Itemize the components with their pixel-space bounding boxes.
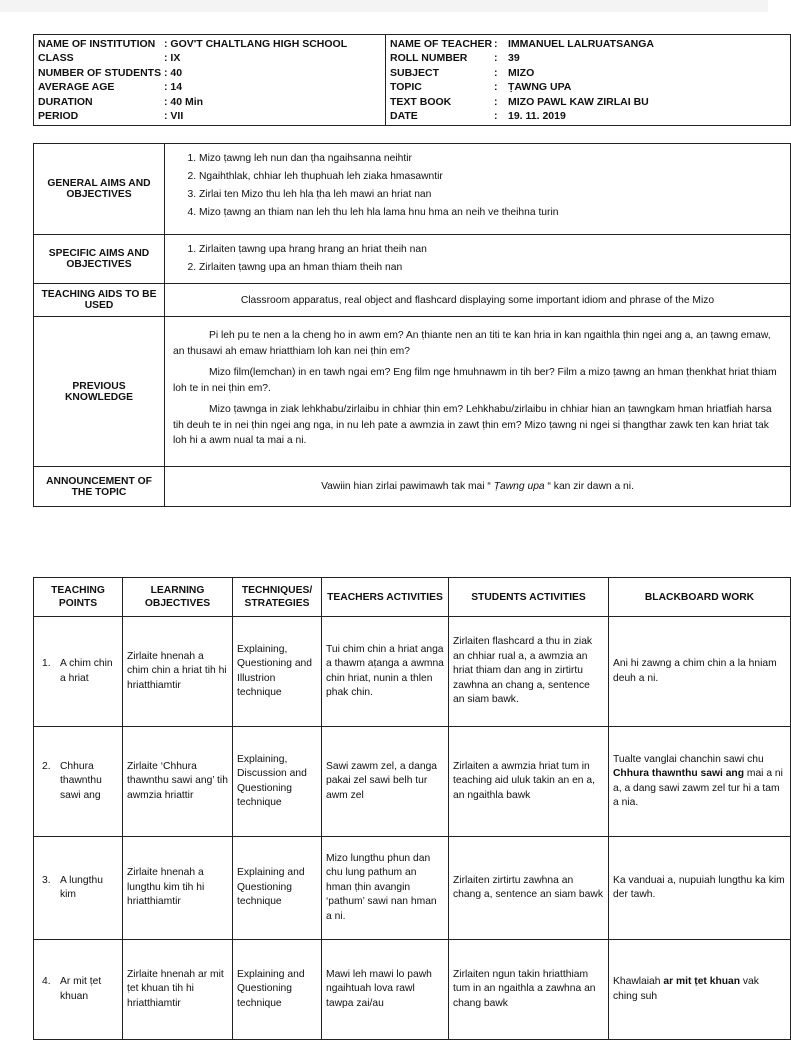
info-label: AVERAGE AGE — [38, 81, 115, 94]
specific-aim-item: 2. Zirlaiten ṭawng upa an hman thiam theih nan — [199, 260, 782, 275]
blackboard-cell — [609, 940, 791, 1040]
row-number: 2. — [42, 760, 51, 772]
objective-cell: Zirlaite hnenah a lungthu kim tih hi hriatthiamtir — [123, 837, 233, 940]
general-aims-list — [165, 144, 791, 235]
blackboard-cell — [609, 727, 791, 837]
blackboard-bold: Chhura thawnthu sawi ang — [613, 768, 745, 779]
row-number: 1. — [42, 658, 51, 669]
info-right-cell — [386, 35, 791, 126]
table-row — [34, 617, 791, 727]
teacher-activity-cell: Mizo lungthu phun dan chu lung pathum an hman ṭhin avangin ‘pathum’ sawi nan hman a ni. — [322, 837, 449, 940]
previous-knowledge-para: Mizo film(lemchan) in en tawh ngai em? Eng film nge hmuhnawm in tih ber? Film a mizo ṭawng an hman ṭhenkhat hriat thiam loh te in nei ṭhin em?. — [173, 367, 777, 394]
teaching-point-cell — [34, 617, 123, 727]
info-row — [38, 66, 381, 80]
info-value: MIZO — [508, 66, 535, 79]
page-top-strip — [0, 0, 768, 12]
blackboard-text: Tualte vanglai chanchin sawi chu — [613, 753, 764, 765]
col-header: TECHNIQUES/ STRATEGIES — [233, 578, 322, 617]
info-label: CLASS — [38, 52, 74, 65]
student-activity-cell: Zirlaiten a awmzia hriat tum in teaching aid uluk takin an en a, an ngaithla bawk — [449, 727, 609, 837]
info-label: SUBJECT — [390, 66, 440, 79]
previous-knowledge-para: Mizo ṭawnga in ziak lehkhabu/zirlaibu in chhiar ṭhin em? Lehkhabu/zirlaibu in chhiar hian an ṭawngkam hman hriatfiah harsa tih deuh te in nei ṭhin ngei ang nga, in nu leh pate a awmzia in zawt ṭhin em? Mizo ṭawng ni ngei si ṭhangthar zawk ten kan hriat tak loh hi a awm nual ta mai a ni. — [173, 404, 772, 446]
info-label: PERIOD — [38, 110, 79, 123]
info-label: NUMBER OF STUDENTS — [38, 66, 162, 79]
info-value: 19. 11. 2019 — [508, 110, 566, 123]
info-row — [38, 95, 381, 109]
info-row: SUBJECT : MIZO — [390, 66, 535, 79]
table-row — [34, 940, 791, 1040]
technique-cell: Explaining and Questioning technique — [233, 837, 322, 940]
info-label: DATE — [390, 110, 418, 123]
info-label: ROLL NUMBER — [390, 52, 468, 65]
student-activity-cell: Zirlaiten flashcard a thu in ziak an chhiar rual a, a awmzia an hriat thiam dan ang in zirtirtu zawhna an chang a, sentence an siam bawk. — [449, 617, 609, 727]
teaching-point-cell — [34, 837, 123, 940]
info-value: MIZO PAWL KAW ZIRLAI BU — [508, 95, 649, 108]
teaching-point-cell — [34, 727, 123, 837]
col-header: LEARNING OBJECTIVES — [123, 578, 233, 617]
blackboard-text: vak ching suh — [613, 976, 759, 1002]
objective-cell: Zirlaite ‘Chhura thawnthu sawi ang’ tih awmzia hriattir — [123, 727, 233, 837]
teaching-point: Ar mit ṭet khuan — [60, 976, 102, 1002]
previous-knowledge-text — [165, 317, 791, 467]
col-header: BLACKBOARD WORK — [609, 578, 791, 617]
info-value: : 14 — [164, 81, 183, 94]
announcement-label: ANNOUNCEMENT OF THE TOPIC — [34, 467, 165, 507]
student-activity-cell: Zirlaiten ngun takin hriatthiam tum in an ngaithla a zawhna an chang bawk — [449, 940, 609, 1040]
info-value: IMMANUEL LALRUATSANGA — [508, 38, 655, 50]
col-header: STUDENTS ACTIVITIES — [449, 578, 609, 617]
blackboard-text: Ani hi zawng a chim chin a la hniam deuh a ni. — [613, 658, 777, 684]
lesson-table — [33, 577, 791, 1040]
teaching-point: A chim chin a hriat — [60, 658, 113, 684]
general-aims-label: GENERAL AIMS AND OBJECTIVES — [34, 144, 165, 235]
info-value: ṬAWNG UPA — [508, 81, 572, 94]
info-value: : VII — [164, 110, 184, 123]
aims-table — [33, 143, 791, 507]
teacher-activity-cell: Tui chim chin a hriat anga a thawm aṭanga a awmna chin hriat, nunin a thlen phak chin. — [322, 617, 449, 727]
specific-aim-item: 1. Zirlaiten ṭawng upa hrang hrang an hriat theih nan — [199, 242, 782, 257]
info-value: 39 — [508, 52, 520, 65]
info-label: DURATION — [38, 95, 93, 108]
previous-knowledge-label: PREVIOUS KNOWLEDGE — [34, 317, 165, 467]
info-value: : IX — [164, 52, 181, 65]
teaching-point: Chhura thawnthu sawi ang — [60, 760, 102, 801]
info-label: TOPIC — [390, 81, 422, 94]
teaching-point: A lungthu kim — [60, 874, 103, 900]
blackboard-cell — [609, 837, 791, 940]
info-row — [38, 80, 381, 94]
info-row: TEXT BOOK : MIZO PAWL KAW ZIRLAI BU — [390, 95, 649, 108]
general-aim-item: 1. Mizo ṭawng leh nun dan ṭha ngaihsanna neihtir — [199, 151, 782, 166]
technique-cell: Explaining, Questioning and Illustrion technique — [233, 617, 322, 727]
teaching-aids-text: Classroom apparatus, real object and flashcard displaying some important idiom and phrase of the Mizo — [165, 284, 791, 317]
announcement-after: “ kan zir dawn a ni. — [544, 481, 634, 492]
col-header: TEACHING POINTS — [34, 578, 123, 617]
technique-cell: Explaining, Discussion and Questioning technique — [233, 727, 322, 837]
teacher-activity-cell: Sawi zawm zel, a danga pakai zel sawi belh tur awm zel — [322, 727, 449, 837]
teaching-point-cell — [34, 940, 123, 1040]
info-row — [38, 37, 381, 51]
student-activity-cell: Zirlaiten zirtirtu zawhna an chang a, sentence an siam bawk — [449, 837, 609, 940]
announcement-text — [165, 467, 791, 507]
general-aim-item: 4. Mizo ṭawng an thiam nan leh thu leh hla lama hnu hma an neih ve theihna turin — [199, 205, 782, 220]
blackboard-text: Khawlaiah — [613, 976, 664, 987]
info-value: : 40 — [164, 66, 183, 79]
info-left-cell — [34, 35, 386, 126]
announcement-topic: Ṭawng upa — [493, 481, 545, 492]
info-label: NAME OF INSTITUTION — [38, 38, 156, 50]
objective-cell: Zirlaite hnenah ar mit ṭet khuan tih hi hriatthiamtir — [123, 940, 233, 1040]
teaching-aids-label: TEACHING AIDS TO BE USED — [34, 284, 165, 317]
blackboard-text: Ka vanduai a, nupuiah lungthu ka kim der tawh. — [613, 874, 785, 900]
general-aim-item: 2. Ngaihthlak, chhiar leh thuphuah leh ziaka hmasawntir — [199, 169, 782, 184]
info-row — [38, 109, 381, 123]
blackboard-cell — [609, 617, 791, 727]
info-label: TEXT BOOK — [390, 95, 452, 108]
table-row — [34, 837, 791, 940]
specific-aims-list — [165, 235, 791, 284]
objective-cell: Zirlaite hnenah a chim chin a hriat tih hi hriatthiamtir — [123, 617, 233, 727]
row-number: 3. — [42, 874, 51, 886]
teacher-activity-cell: Mawi leh mawi lo pawh ngaihtuah lova rawl tawpa zai/au — [322, 940, 449, 1040]
info-row — [38, 51, 381, 65]
specific-aims-label: SPECIFIC AIMS AND OBJECTIVES — [34, 235, 165, 284]
previous-knowledge-para: Pi leh pu te nen a la cheng ho in awm em? An ṭhiante nen an titi te kan hria in kan ngaithla ṭhin ngei ang a, an ṭawng emaw, an thusawi ah emaw hriatthiam loh kan nei ṭhin em? — [173, 330, 771, 357]
info-row: DATE : 19. 11. 2019 — [390, 110, 566, 123]
info-row: NAME OF TEACHER : IMMANUEL LALRUATSANGA — [390, 38, 655, 50]
info-table — [33, 34, 791, 126]
row-number: 4. — [42, 976, 51, 987]
info-value: : GOV'T CHALTLANG HIGH SCHOOL — [164, 38, 348, 50]
announcement-before: Vawiin hian zirlai pawimawh tak mai “ — [321, 481, 494, 492]
technique-cell: Explaining and Questioning technique — [233, 940, 322, 1040]
general-aim-item: 3. Zirlai ten Mizo thu leh hla ṭha leh mawi an hriat nan — [199, 187, 782, 202]
table-row — [34, 727, 791, 837]
info-label: NAME OF TEACHER — [390, 38, 493, 50]
info-row: ROLL NUMBER : 39 — [390, 52, 520, 65]
info-row: TOPIC : ṬAWNG UPA — [390, 81, 572, 94]
col-header: TEACHERS ACTIVITIES — [322, 578, 449, 617]
blackboard-text: mai a ni a, a dang sawi zawm zel tur hi a tam a nia. — [613, 768, 783, 808]
info-value: : 40 Min — [164, 95, 204, 108]
blackboard-bold: ar mit ṭet khuan — [663, 976, 741, 987]
